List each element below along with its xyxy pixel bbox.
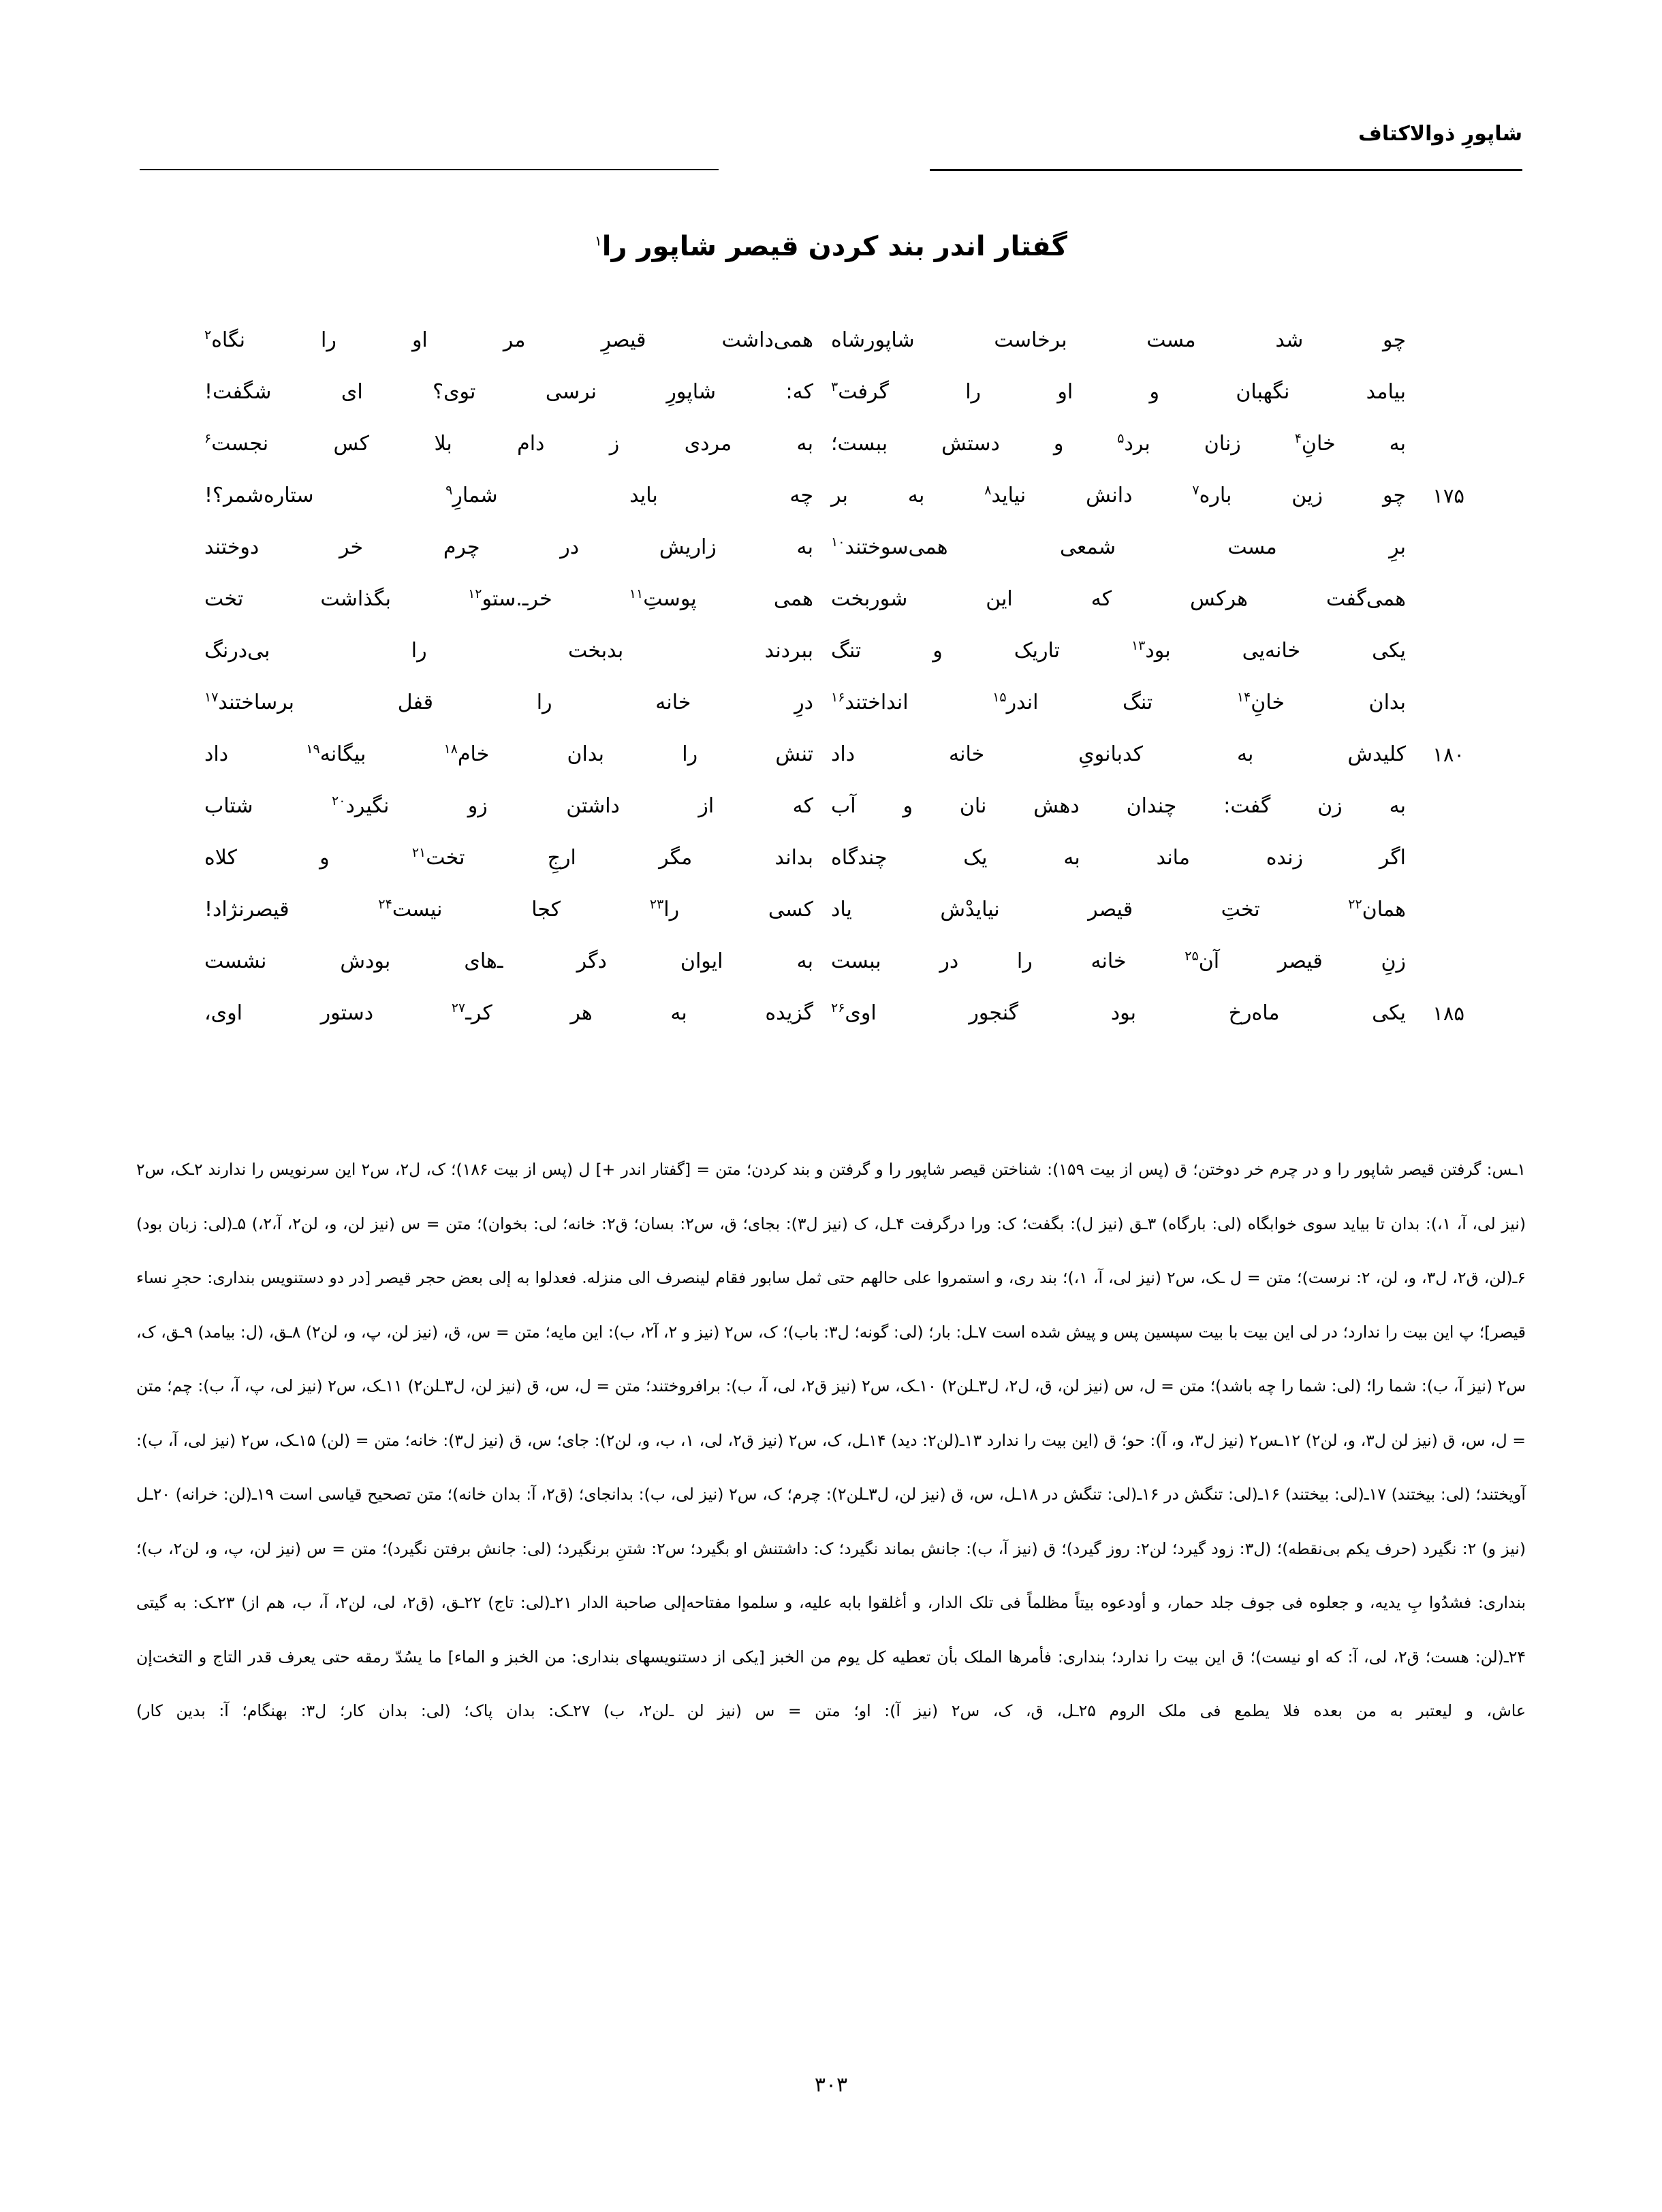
- hemistich-first-text: بیامد نگهبان و او را گرفت$^۳$: [831, 379, 1406, 404]
- hemistich-second: [198, 315, 831, 366]
- hemistich-second: [198, 832, 831, 884]
- hemistich-first: [831, 522, 1464, 573]
- hemistich-second-text: به زاریش در چرم خر دوختند: [204, 535, 813, 559]
- verse-line: [198, 522, 1464, 573]
- hemistich-second-text: بداند مگر ارجِ تخت$^{۲۱}$ و کلاه: [204, 845, 814, 870]
- header-rule-right: [930, 169, 1522, 171]
- hemistich-first: [831, 780, 1464, 832]
- hemistich-second-text: چه باید شمارِ$^۹$ ستاره‌شمر؟!: [204, 483, 813, 507]
- verse-line: [198, 832, 1464, 884]
- hemistich-second-text: که از داشتن زو نگیرد$^{۲۰}$ شتاب: [204, 793, 814, 818]
- hemistich-second: [198, 936, 831, 988]
- hemistich-second: [198, 988, 831, 1039]
- hemistich-first-text: یکی خانه‌یی بود$^{۱۳}$ تاریک و تنگ: [831, 638, 1406, 663]
- chapter-title: [0, 230, 1662, 263]
- apparatus-paragraph: ۱ـس: گرفتن قیصر شاپور را و در چرم خر دوختن؛ ق (پس از بیت ۱۵۹): شناختن قیصر شاپور را و گرفتن و بند کردن؛ متن = [گفتار اندر +] ل (پس از بیت ۱۸۶)؛ ک، ل۲، س۲ این سرنویس را ندارند ۲ـک، س۲ (نیز لی، آ، ۱،): بدان تا بیاید سوی خوابگاه (لی: بارگاه) ۳ـق (نیز ل): بگفت؛ ک: ورا درگرفت ۴ـل، ک (نیز ل۳): بجای؛ ق، س۲: بسان؛ ق۲: خانه؛ لی: بخوان)؛ متن = س (نیز لن، و، لن۲، آ،۲،) ۵ـ(لی: زبان بود) ۶ـ(لن، ق۲، ل۳، و، لن، ۲: نرست)؛ متن = ل ـک، س۲ (نیز لی، آ، ۱،)؛ بند ری، و استمروا علی حالهم حتی ثمل سابور فقام لینصرف الی منزله. فعدلوا به إلی بعض حجر قیصر [در دو دستنویس بنداری: حجرِ نساء قیصر]؛ پ این بیت را ندارد؛ در لی این بیت با بیت سپسین پس و پیش شده است ۷ـل: بار؛ (لی: گونه؛ ل۳: باب)؛ ک، س۲ (نیز و ۲، آ۲، ب): این مایه؛ متن = س، ق، (نیز لن، پ، و، لن۲) ۸ـق، (ل: بیامد) ۹ـق، ک، س۲ (نیز آ، ب): شما را؛ (لی: شما را چه باشد)؛ متن = ل، س (نیز لن، ق، ل۲، ل۳ـلن۲) ۱۰ـک، س۲ (نیز ق۲، لی، آ، ب): برافروختند؛ متن = ل، س، ق (نیز لن، ل۳ـلن۲) ۱۱ـک، س۲ (نیز لی، پ، آ، ب): چم؛ متن = ل، س، ق (نیز لن ل۳، و، لن۲) ۱۲ـس۲ (نیز ل۳، و، آ): حو؛ ق (این بیت را ندارد ۱۳ـ(لن۲: دید) ۱۴ـل، ک، س۲ (نیز ق۲، لی، ۱، ب، و، لن۲): جای؛ س، ق (نیز ل۳): خانه؛ متن = (لن) ۱۵ـک، س۲ (نیز لی، آ، ب): آویختند؛ (لی: بیختند) ۱۷ـ(لی: بیختند) ۱۶ـ(لی: تنگش در ۱۶ـ(لی: تنگش در ۱۸ـل، س، ق (نیز لن، ل۳ـلن۲): چرم؛ ک، س۲ (نیز لی، ب): بدانجای؛ (ق۲، آ: بدان خانه)؛ متن تصحیح قیاسی است ۱۹ـ(لن: خرانه) ۲۰ـل (نیز و) ۲: نگیرد (حرف یکم بی‌نقطه)؛ (ل۳: زود گیرد؛ لن۲: روز گیرد)؛ ق (نیز آ، ب): جانش بماند نگیرد؛ ک: داشتنش او بگیرد؛ س۲: شتنِ برنگیرد؛ (لی: جانش برفتن نگیرد)؛ متن = س (نیز لن، پ، و، لن۲، ب)؛ بنداری: فشدُوا بِ یدیه، و جعلوه فی جوف جلد حمار، و أودعوه بیتاً مظلماً فی تلک الدار، و أغلقوا بابه علیه، و سلموا مفتاحه‌إلی صاحبة الدار ۲۱ـ(لی: تاج) ۲۲ـق، (ق۲، لی، لن۲، آ، ب، هم از) ۲۳ـک: به گیتی ۲۴ـ(لن: هست؛ ق۲، لی، آ: که او نیست)؛ ق این بیت را ندارد؛ بنداری: فأمرها الملک بأن تعطیه کل یوم من الخبز [یکی از دستنویسهای بنداری: من الخبز و الماء] ما یسُدّ رمقه حتی یعرف قدر التاج و التخت‌إن عاش، و لیعتبر به من بعده فلا یطمع فی ملک الروم ۲۵ـل، ق، ک، س۲ (نیز آ): او؛ متن = س (نیز لن ـ‌لن۲، ب) ۲۷ـک: بدان پاک؛ (لی: بدان کار؛ ل۳: بهنگام؛ آ: بدین کار): [136, 1160, 1526, 1720]
- hemistich-first-text: چو شد مست برخاست شاپورشاه: [831, 328, 1406, 352]
- hemistich-second: [198, 729, 831, 780]
- hemistich-second: [198, 522, 831, 573]
- hemistich-first-text: یکی ماه‌رخ بود گنجور اوی$^{۲۶}$: [831, 1000, 1406, 1025]
- page-header: [140, 123, 1522, 177]
- verse-line: [198, 418, 1464, 470]
- hemistich-first: [831, 315, 1464, 366]
- hemistich-first-text: چو زین باره$^۷$ دانش نیاید$^۸$ به بر: [831, 483, 1406, 507]
- hemistich-second-text: همی پوستِ$^{۱۱}$ خرـ.ستو$^{۱۲}$ بگذاشت تخت: [204, 586, 813, 611]
- verse-line: [198, 470, 1464, 522]
- verse-line: [198, 988, 1464, 1039]
- hemistich-first: [831, 936, 1464, 988]
- hemistich-first: [831, 366, 1464, 418]
- hemistich-second-text: گزیده به هر کرـ$^{۲۷}$ دستور اوی،: [204, 1000, 813, 1025]
- hemistich-first-text: کلیدش به کدبانویِ خانه داد: [831, 742, 1406, 766]
- chapter-title-text: گفتار اندر بند کردن قیصر شاپور را: [601, 231, 1067, 262]
- verse-number: ۱۷۵: [1432, 484, 1464, 507]
- hemistich-second-text: کسی را$^{۲۳}$ کجا نیست$^{۲۴}$ قیصرنژاد!: [204, 897, 813, 921]
- folio-number: ۳۰۳: [814, 2073, 848, 2097]
- hemistich-second: [198, 677, 831, 729]
- hemistich-first: [831, 832, 1464, 884]
- hemistich-second: [198, 884, 831, 936]
- hemistich-second-text: همی‌داشت قیصرِ مر او را نگاه$^۲$: [204, 328, 813, 352]
- hemistich-second: [198, 366, 831, 418]
- hemistich-first-text: زنِ قیصر آن$^{۲۵}$ خانه را در ببست: [831, 949, 1407, 973]
- hemistich-first-text: همی‌گفت هرکس که این شوربخت: [831, 587, 1406, 611]
- hemistich-second-text: درِ خانه را قفل برساختند$^{۱۷}$: [204, 690, 813, 714]
- verse-line: [198, 315, 1464, 366]
- verse-line: [198, 573, 1464, 625]
- verse-line: [198, 366, 1464, 418]
- hemistich-second: [198, 780, 831, 832]
- hemistich-first: [831, 418, 1464, 470]
- hemistich-first-text: همان$^{۲۲}$ تختِ قیصر نیایدْش یاد: [831, 897, 1406, 921]
- hemistich-second-text: که: شاپورِ نرسی توی؟ ای شگفت!: [204, 380, 813, 404]
- hemistich-second: [198, 625, 831, 677]
- verse-line: [198, 729, 1464, 780]
- hemistich-first-text: به خانِ$^۴$ زنان برد$^۵$ و دستش ببست؛: [831, 431, 1407, 456]
- hemistich-first: [831, 988, 1464, 1039]
- hemistich-second-text: به مردی ز دام بلا کس نجست$^۶$: [204, 431, 813, 456]
- hemistich-second-text: تنش را بدان خام$^{۱۸}$ بیگانه$^{۱۹}$ داد: [204, 742, 813, 766]
- hemistich-first-text: به زن گفت: چندان دهش نان و آب: [831, 794, 1406, 818]
- hemistich-first-text: بدان خانِ$^{۱۴}$ تنگ اندر$^{۱۵}$ انداختند$^{۱۶}$: [831, 690, 1406, 714]
- hemistich-first: [831, 470, 1464, 522]
- verse-line: [198, 936, 1464, 988]
- running-head: شاپورِ ذوالاکتاف: [1358, 122, 1522, 146]
- hemistich-first: [831, 729, 1464, 780]
- hemistich-second: [198, 470, 831, 522]
- verse-block: [198, 315, 1464, 1039]
- critical-apparatus: [136, 1143, 1526, 1739]
- header-rule-left: [140, 169, 719, 170]
- hemistich-first: [831, 884, 1464, 936]
- hemistich-first: [831, 677, 1464, 729]
- chapter-title-note: ۱: [595, 232, 602, 249]
- hemistich-first-text: برِ مست شمعی همی‌سوختند$^{۱۰}$: [831, 535, 1406, 559]
- hemistich-second-text: به ایوان دگر ـ‌های بودش نشست: [204, 949, 813, 973]
- hemistich-first: [831, 573, 1464, 625]
- hemistich-second-text: ببردند بدبخت را بی‌درنگ: [204, 639, 813, 663]
- hemistich-first-text: اگر زنده ماند به یک چندگاه: [831, 846, 1406, 870]
- verse-line: [198, 780, 1464, 832]
- verse-line: [198, 625, 1464, 677]
- verse-number: ۱۸۰: [1432, 743, 1464, 766]
- hemistich-second: [198, 573, 831, 625]
- hemistich-second: [198, 418, 831, 470]
- verse-line: [198, 677, 1464, 729]
- verse-line: [198, 884, 1464, 936]
- hemistich-first: [831, 625, 1464, 677]
- verse-number: ۱۸۵: [1432, 1002, 1464, 1025]
